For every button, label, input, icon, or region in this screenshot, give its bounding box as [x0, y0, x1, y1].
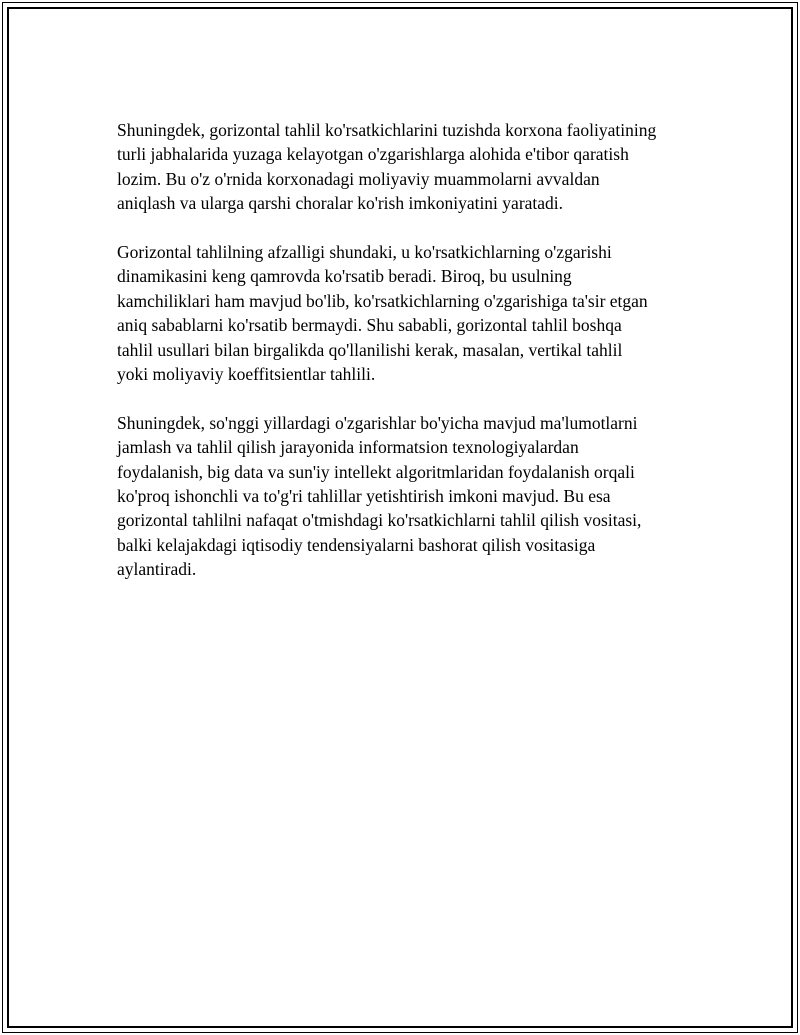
paragraph-line: aniqlash va ularga qarshi choralar ko'rish imkoniyatini yaratadi. — [117, 193, 564, 214]
paragraph-line: aylantiradi. — [117, 559, 197, 580]
paragraph-line: dinamikasini keng qamrovda ko'rsatib beradi. Biroq, bu usulning — [117, 266, 572, 287]
paragraph-line: balki kelajakdagi iqtisodiy tendensiyalarni bashorat qilish vositasiga — [117, 534, 596, 555]
paragraph-line: foydalanish, big data va sun'iy intellekt algoritmlaridan foydalanish orqali — [117, 461, 635, 482]
paragraph-1 — [117, 118, 697, 216]
paragraph-2 — [117, 240, 697, 386]
paragraph-line: Shuningdek, gorizontal tahlil ko'rsatkichlarini tuzishda korxona faoliyatining — [117, 120, 657, 140]
document-body — [117, 118, 697, 606]
paragraph-line: Shuningdek, so'nggi yillardagi o'zgarishlar bo'yicha mavjud ma'lumotlarni — [117, 412, 638, 433]
paragraph-line: ko'proq ishonchli va to'g'ri tahlillar yetishtirish imkoni mavjud. Bu esa — [117, 486, 611, 507]
paragraph-line: Gorizontal tahlilning afzalligi shundaki, u ko'rsatkichlarning o'zgarishi — [117, 242, 612, 263]
paragraph-line: jamlash va tahlil qilish jarayonida informatsion texnologiyalardan — [117, 437, 579, 458]
paragraph-line: lozim. Bu o'z o'rnida korxonadagi moliyaviy muammolarni avvaldan — [117, 168, 600, 189]
paragraph-line: tahlil usullari bilan birgalikda qo'llanilishi kerak, masalan, vertikal tahlil — [117, 339, 623, 360]
paragraph-line: gorizontal tahlilni nafaqat o'tmishdagi ko'rsatkichlarni tahlil qilish vositasi, — [117, 510, 642, 531]
paragraph-line: kamchiliklari ham mavjud bo'lib, ko'rsatkichlarning o'zgarishiga ta'sir etgan — [117, 290, 648, 311]
paragraph-line: aniq sabablarni ko'rsatib bermaydi. Shu sababli, gorizontal tahlil boshqa — [117, 315, 622, 336]
paragraph-line: turli jabhalarida yuzaga kelayotgan o'zgarishlarga alohida e'tibor qaratish — [117, 144, 629, 165]
paragraph-line: yoki moliyaviy koeffitsientlar tahlili. — [117, 364, 376, 385]
paragraph-3 — [117, 411, 697, 582]
